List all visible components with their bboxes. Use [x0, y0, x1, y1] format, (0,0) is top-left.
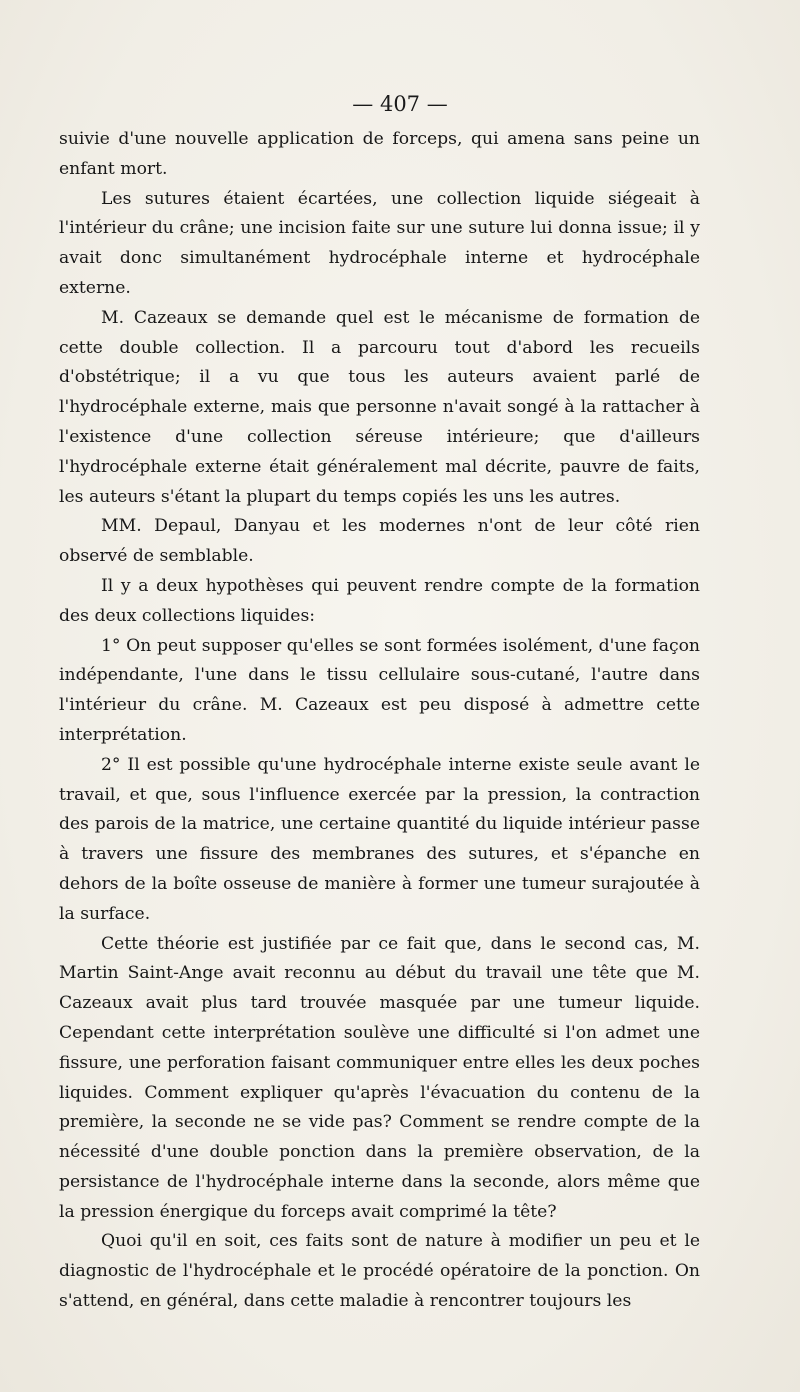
paragraph: M. Cazeaux se demande quel est le mécanisme de formation de cette double collection. Il a parcouru tout d'abord les recueils d'obstétrique; il a vu que tous les auteurs avaient parlé de l'hydrocéphale externe, mais que personne n'avait songé à la rattacher à l'existence d'une collection séreuse intérieure; que d'ailleurs l'hydrocéphale externe était généralement mal décrite, pauvre de faits, les auteurs s'étant la plupart du temps copiés les uns les autres.	[59, 307, 700, 507]
paragraph: Quoi qu'il en soit, ces faits sont de nature à modifier un peu et le diagnostic de l'hydrocéphale et le procédé opératoire de la ponction. On s'attend, en général, dans cette maladie à rencontrer toujours les	[59, 1231, 700, 1312]
paragraph: 1° On peut supposer qu'elles se sont formées isolément, d'une façon indépendante, l'une dans le tissu cellulaire sous-cutané, l'autre dans l'intérieur du crâne. M. Cazeaux est peu disposé à admettre cette interprétation.	[59, 635, 700, 745]
paragraph: 2° Il est possible qu'une hydrocéphale interne existe seule avant le travail, et que, sous l'influence exercée par la pression, la contraction des parois de la matrice, une certaine quantité du liquide intérieur passe à travers une fissure des membranes des sutures, et s'épanche en dehors de la boîte osseuse de manière à former une tumeur surajoutée à la surface.	[59, 754, 700, 924]
paragraph: Cette théorie est justifiée par ce fait que, dans le second cas, M. Martin Saint-Ange avait reconnu au début du travail une tête que M. Cazeaux avait plus tard trouvée masquée par une tumeur liquide. Cependant cette interprétation soulève une difficulté si l'on admet une fissure, une perforation faisant communiquer entre elles les deux poches liquides. Comment expliquer qu'après l'évacuation du contenu de la première, la seconde ne se vide pas? Comment se rendre compte de la nécessité d'une double ponction dans la première observation, de la persistance de l'hydrocéphale interne dans la seconde, alors même que la pression énergique du forceps avait comprimé la tête?	[59, 933, 700, 1222]
page-number: — 407 —	[352, 92, 448, 116]
paragraph: suivie d'une nouvelle application de forceps, qui amena sans peine un enfant mort.	[59, 129, 700, 179]
paragraph: MM. Depaul, Danyau et les modernes n'ont de leur côté rien observé de semblable.	[59, 516, 700, 567]
paragraph: Les sutures étaient écartées, une collection liquide siégeait à l'intérieur du crâne; une incision faite sur une suture lui donna issue; il y avait donc simultanément hydrocéphale interne et hydrocéphale externe.	[59, 188, 700, 298]
body-text	[59, 125, 700, 1317]
paragraph: Il y a deux hypothèses qui peuvent rendre compte de la formation des deux collections liquides:	[59, 575, 700, 626]
